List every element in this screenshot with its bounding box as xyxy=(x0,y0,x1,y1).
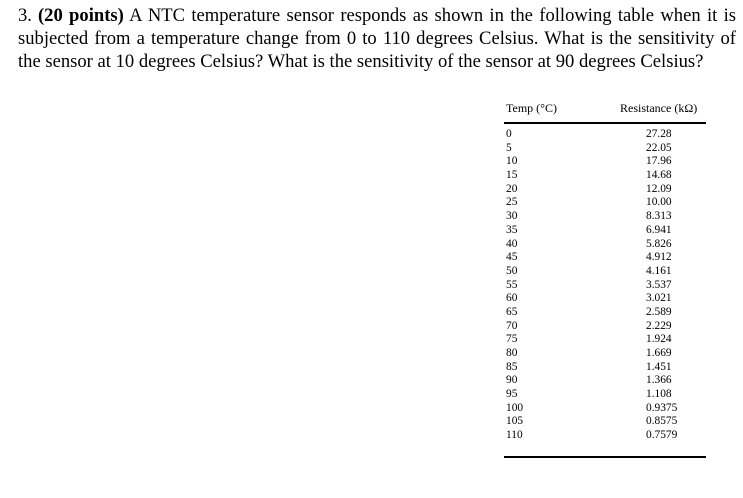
resistance-cell: 5.826 xyxy=(646,237,672,250)
resistance-cell: 1.669 xyxy=(646,347,672,359)
table-header xyxy=(504,100,706,119)
table-row xyxy=(504,347,706,361)
table-row xyxy=(504,374,706,388)
table-row xyxy=(504,224,706,238)
resistance-cell: 10.00 xyxy=(646,196,672,209)
table-row xyxy=(504,169,706,183)
table-top-rule xyxy=(504,122,706,124)
temp-cell: 0 xyxy=(506,128,512,140)
temp-cell: 110 xyxy=(506,429,523,442)
resistance-cell: 4.912 xyxy=(646,251,672,264)
table-bottom-rule xyxy=(504,456,706,458)
resistance-cell: 1.451 xyxy=(646,360,672,373)
table-body xyxy=(504,128,706,443)
table-row xyxy=(504,415,706,429)
resistance-cell: 3.021 xyxy=(646,292,672,305)
table-row xyxy=(504,142,706,156)
question-number: 3. xyxy=(18,5,32,26)
table-row xyxy=(504,279,706,293)
table-row xyxy=(504,196,706,210)
resistance-cell: 0.7579 xyxy=(646,429,678,442)
resistance-cell: 1.924 xyxy=(646,333,672,346)
temp-cell: 15 xyxy=(506,169,518,182)
resistance-cell: 17.96 xyxy=(646,155,672,168)
table-row xyxy=(504,361,706,375)
temp-cell: 70 xyxy=(506,319,518,332)
temp-cell: 60 xyxy=(506,292,518,305)
temp-cell: 75 xyxy=(506,333,518,346)
table-row xyxy=(504,238,706,252)
resistance-column-header: Resistance (kΩ) xyxy=(620,101,698,115)
resistance-cell: 3.537 xyxy=(646,278,672,291)
temp-cell: 65 xyxy=(506,305,518,318)
resistance-cell: 6.941 xyxy=(646,223,672,236)
temp-cell: 95 xyxy=(506,388,518,401)
temp-cell: 80 xyxy=(506,347,518,359)
table-row xyxy=(504,388,706,402)
resistance-cell: 1.108 xyxy=(646,388,672,401)
table-row xyxy=(504,429,706,443)
table-row xyxy=(504,183,706,197)
table-row xyxy=(504,320,706,334)
table-row xyxy=(504,210,706,224)
resistance-cell: 0.9375 xyxy=(646,401,678,414)
question-points: (20 points) xyxy=(37,5,124,26)
question-text xyxy=(18,4,736,73)
temp-cell: 90 xyxy=(506,374,518,387)
resistance-cell: 1.366 xyxy=(646,374,672,387)
temp-cell: 10 xyxy=(506,155,518,168)
temp-cell: 45 xyxy=(506,251,518,264)
question-body: A NTC temperature sensor responds as shown in the following table when it is subjected from a temperature change from 0 to 110 degrees Celsius. What is the sensitivity of the sensor at 10 degrees Celsius? What is the sensitivity of the sensor at 90 degrees Celsius? xyxy=(18,5,737,72)
table-row xyxy=(504,265,706,279)
table-row xyxy=(504,333,706,347)
table-row xyxy=(504,155,706,169)
resistance-cell: 22.05 xyxy=(646,141,672,154)
table-row xyxy=(504,128,706,142)
temp-cell: 50 xyxy=(506,264,518,277)
resistance-cell: 8.313 xyxy=(646,210,672,223)
temp-cell: 20 xyxy=(506,182,518,195)
temp-cell: 35 xyxy=(506,223,518,236)
table-row xyxy=(504,402,706,416)
table-row xyxy=(504,251,706,265)
temp-cell: 100 xyxy=(506,401,524,414)
temp-cell: 55 xyxy=(506,278,518,291)
temp-column-header: Temp (°C) xyxy=(506,101,557,115)
temp-cell: 40 xyxy=(506,237,518,250)
resistance-cell: 0.8575 xyxy=(646,415,678,428)
ntc-data-table xyxy=(504,100,706,442)
resistance-cell: 12.09 xyxy=(646,182,672,195)
resistance-cell: 27.28 xyxy=(646,128,672,140)
resistance-cell: 4.161 xyxy=(646,264,672,277)
temp-cell: 5 xyxy=(506,141,512,154)
temp-cell: 85 xyxy=(506,360,518,373)
table-row xyxy=(504,306,706,320)
temp-cell: 105 xyxy=(506,415,524,428)
temp-cell: 30 xyxy=(506,210,518,223)
resistance-cell: 14.68 xyxy=(646,169,672,182)
resistance-cell: 2.229 xyxy=(646,319,672,332)
temp-cell: 25 xyxy=(506,196,518,209)
resistance-cell: 2.589 xyxy=(646,305,672,318)
table-row xyxy=(504,292,706,306)
